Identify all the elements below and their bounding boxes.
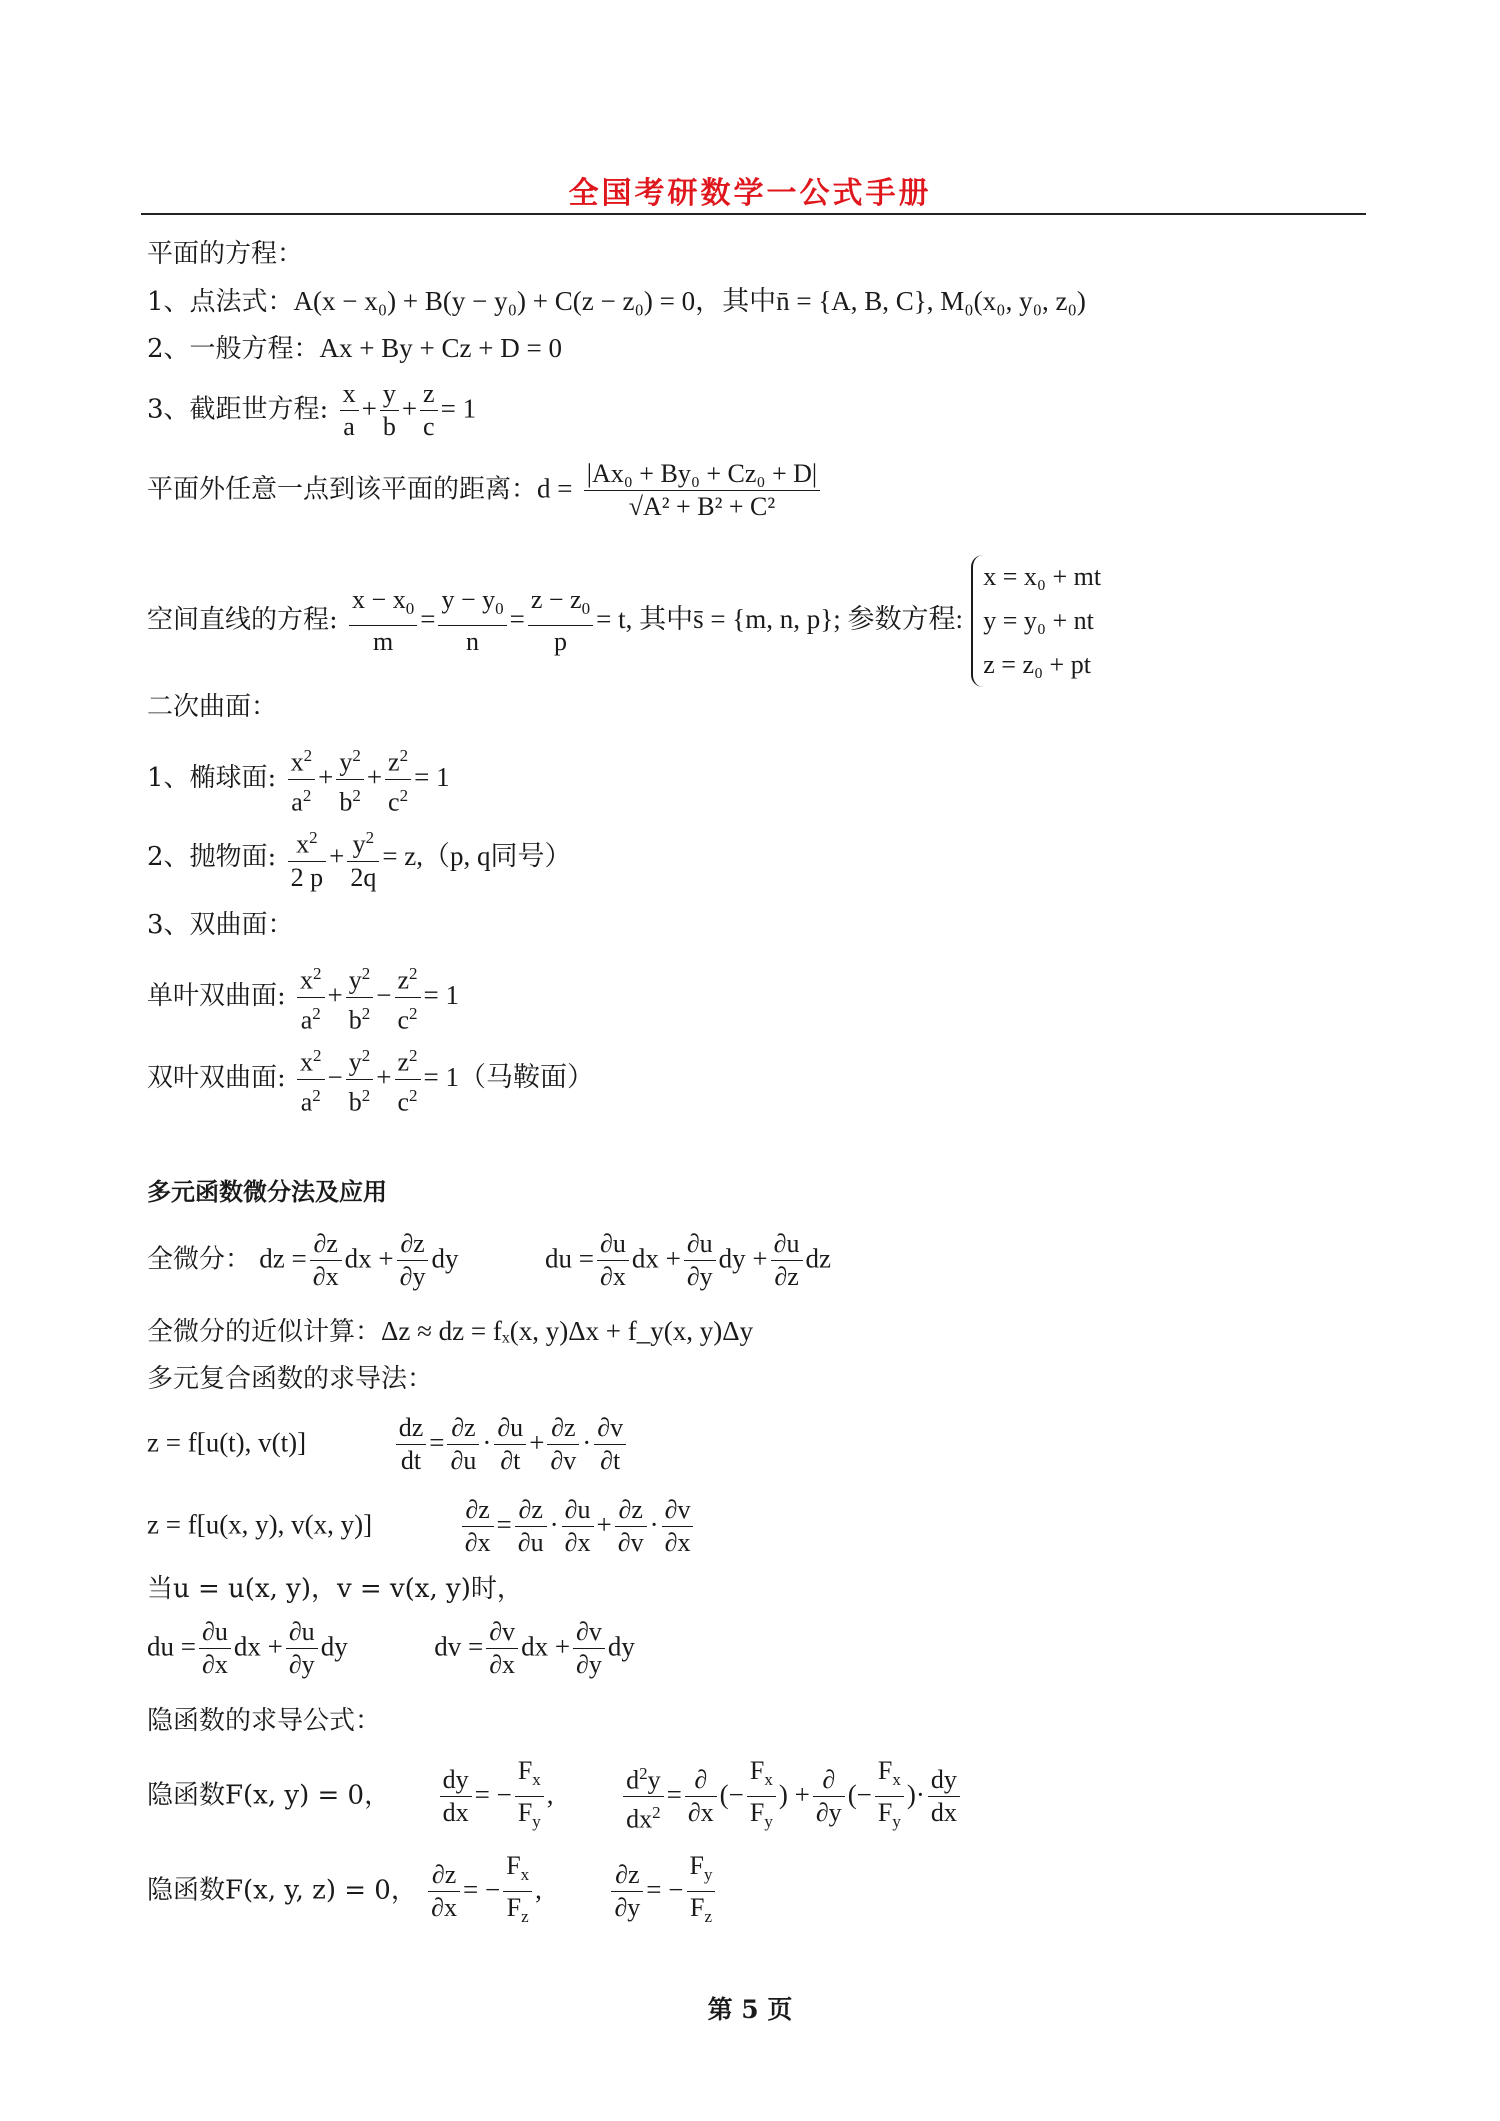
paraboloid-note: = z,（p, q同号） bbox=[382, 840, 572, 871]
composite-heading: 多元复合函数的求导法： bbox=[147, 1364, 434, 1394]
general-equation: Ax + By + Cz + D = 0 bbox=[319, 333, 562, 363]
comp2-lhs: z = f[u(x, y), v(x, y)] bbox=[147, 1509, 373, 1540]
intercept-form: 3、截距世方程: $\frac{x}{a}$ + $\frac{y}{b}$ + $\frac{z}{c}$ = 1 bbox=[147, 379, 477, 441]
quadric-heading: 二次曲面： bbox=[147, 692, 278, 722]
paraboloid-label: 2、抛物面: bbox=[147, 841, 277, 872]
distance-numerator: |Ax₀ + By₀ + Cz₀ + D| bbox=[584, 458, 820, 491]
space-line-equation: 空间直线的方程: $\frac{x - x_0}{m}$ = $\frac{y - y_0}{n}$ = $\frac{z - z_0}{p}$ = t, 其中s̄ = {m, n, p}; 参数方程: x = x₀ + mt y = y₀ + nt z = z₀ + pt bbox=[147, 555, 1101, 687]
comp1-lhs: z = f[u(t), v(t)] bbox=[147, 1427, 307, 1458]
point-normal-equation: A(x − x₀) + B(y − y₀) + C(z − z₀) = 0， bbox=[293, 286, 723, 316]
distance-fraction bbox=[584, 458, 820, 523]
composite-rule-t: z = f[u(t), v(t)] $\frac{dz}{dt}$ = $\frac{\partial z}{\partial u}$ · $\frac{\partial u}{\partial t}$ + $\frac{\partial z}{\partial v}$ · $\frac{\partial v}{\partial t}$ bbox=[147, 1412, 629, 1477]
composite-rule-xy: z = f[u(x, y), v(x, y)] $\frac{\partial z}{\partial x}$ = $\frac{\partial z}{\partial u}$ · $\frac{\partial u}{\partial x}$ + $\frac{\partial z}{\partial v}$ · $\frac{\partial v}{\partial x}$ bbox=[147, 1494, 696, 1559]
implicit-three-var: 隐函数F(x, y, z) = 0， $\frac{\partial z}{\partial x}$ = − $\frac{F_x}{F_z}$ , $\frac{\partial z}{\partial y}$ = − $\frac{F_y}{F_z}$ bbox=[147, 1850, 718, 1933]
one-sheet-hyperboloid: 单叶双曲面: $\frac{x^2}{a^2}$ + $\frac{y^2}{b^2}$ − $\frac{z^2}{c^2}$ = 1 bbox=[147, 958, 459, 1036]
point-normal-where: 其中n̄ = {A, B, C}, M₀(x₀, y₀, z₀) bbox=[722, 286, 1086, 316]
frac-y-b: $\frac{y}{b}$ bbox=[380, 378, 399, 443]
total-differential: 全微分： dz = $\frac{\partial z}{\partial x}$ dx + $\frac{\partial z}{\partial y}$ dy du = $\frac{\partial u}{\partial x}$ dx + $\frac{\partial u}{\partial y}$ dy + $\frac{\partial u}{\partial z}$ dz bbox=[147, 1229, 831, 1291]
frac-x-a: $\frac{x}{a}$ bbox=[340, 378, 359, 443]
approx-calculation bbox=[147, 1314, 753, 1349]
general-label: 2、一般方程： bbox=[147, 334, 320, 364]
param-z: z = z₀ + pt bbox=[983, 650, 1091, 679]
parametric-system bbox=[971, 555, 1101, 687]
total-diff-label: 全微分： bbox=[147, 1244, 252, 1275]
point-normal-label: 1、点法式： bbox=[147, 287, 294, 317]
section-heading-multivar: 多元函数微分法及应用 bbox=[147, 1178, 387, 1206]
plane-heading: 平面的方程： bbox=[147, 239, 304, 269]
line-where: = t, 其中s̄ = {m, n, p}; 参数方程: bbox=[596, 604, 963, 634]
intercept-label: 3、截距世方程: bbox=[147, 394, 329, 425]
line-label: 空间直线的方程: bbox=[147, 605, 338, 635]
distance-label: 平面外任意一点到该平面的距离： bbox=[147, 474, 538, 505]
two-sheet-note: = 1（马鞍面） bbox=[423, 1062, 595, 1093]
param-y: y = y₀ + nt bbox=[983, 606, 1094, 635]
two-sheet-hyperboloid: 双叶双曲面: $\frac{x^2}{a^2}$ − $\frac{y^2}{b^2}$ + $\frac{z^2}{c^2}$ = 1（马鞍面） bbox=[147, 1040, 594, 1118]
implicit-heading: 隐函数的求导公式： bbox=[147, 1706, 382, 1736]
title-divider bbox=[141, 213, 1366, 215]
frac-z-c: $\frac{z}{c}$ bbox=[420, 378, 438, 443]
distance-lhs: d = bbox=[537, 473, 573, 504]
ellipsoid-label: 1、椭球面: bbox=[147, 763, 277, 794]
two-sheet-label: 双叶双曲面: bbox=[147, 1063, 286, 1094]
one-sheet-label: 单叶双曲面: bbox=[147, 981, 286, 1012]
page-title: 全国考研数学一公式手册 bbox=[568, 176, 932, 211]
param-x: x = x₀ + mt bbox=[983, 562, 1102, 591]
general-form bbox=[147, 331, 562, 366]
hyperboloid-heading: 3、双曲面： bbox=[147, 910, 294, 940]
distance-denominator: √A² + B² + C² bbox=[628, 492, 776, 521]
paraboloid: 2、抛物面: $\frac{x^2}{2 p}$ + $\frac{y^2}{2q}$ = z,（p, q同号） bbox=[147, 822, 572, 894]
point-normal-form bbox=[147, 284, 1086, 319]
page-number: 第 5 页 bbox=[707, 1995, 793, 2024]
implicit1-label: 隐函数F(x, y) = 0， bbox=[147, 1780, 391, 1811]
point-plane-distance bbox=[147, 458, 823, 523]
du-dv-differentials: du = $\frac{\partial u}{\partial x}$ dx + $\frac{\partial u}{\partial y}$ dy dv = $\frac{\partial v}{\partial x}$ dx + $\frac{\partial v}{\partial y}$ dy bbox=[147, 1617, 635, 1679]
implicit-two-var: 隐函数F(x, y) = 0， $\frac{dy}{dx}$ = − $\frac{F_x}{F_y}$ , $\frac{d^2y}{dx^2}$ = $\frac{\partial}{\partial x}$ (− $\frac{F_x}{F_y}$ ) + $\frac{\partial}{\partial y}$ (− $\frac{F_x}{F_y}$ )· $\frac{dy}{dx}$ bbox=[147, 1755, 963, 1838]
approx-label: 全微分的近似计算： bbox=[147, 1317, 382, 1347]
when-condition: 当u = u(x, y)，v = v(x, y)时， bbox=[147, 1574, 523, 1604]
implicit2-label: 隐函数F(x, y, z) = 0， bbox=[147, 1875, 417, 1906]
approx-equation: Δz ≈ dz = fₓ(x, y)Δx + f_y(x, y)Δy bbox=[381, 1316, 754, 1346]
ellipsoid: 1、椭球面: $\frac{x^2}{a^2}$ + $\frac{y^2}{b^2}$ + $\frac{z^2}{c^2}$ = 1 bbox=[147, 740, 450, 818]
